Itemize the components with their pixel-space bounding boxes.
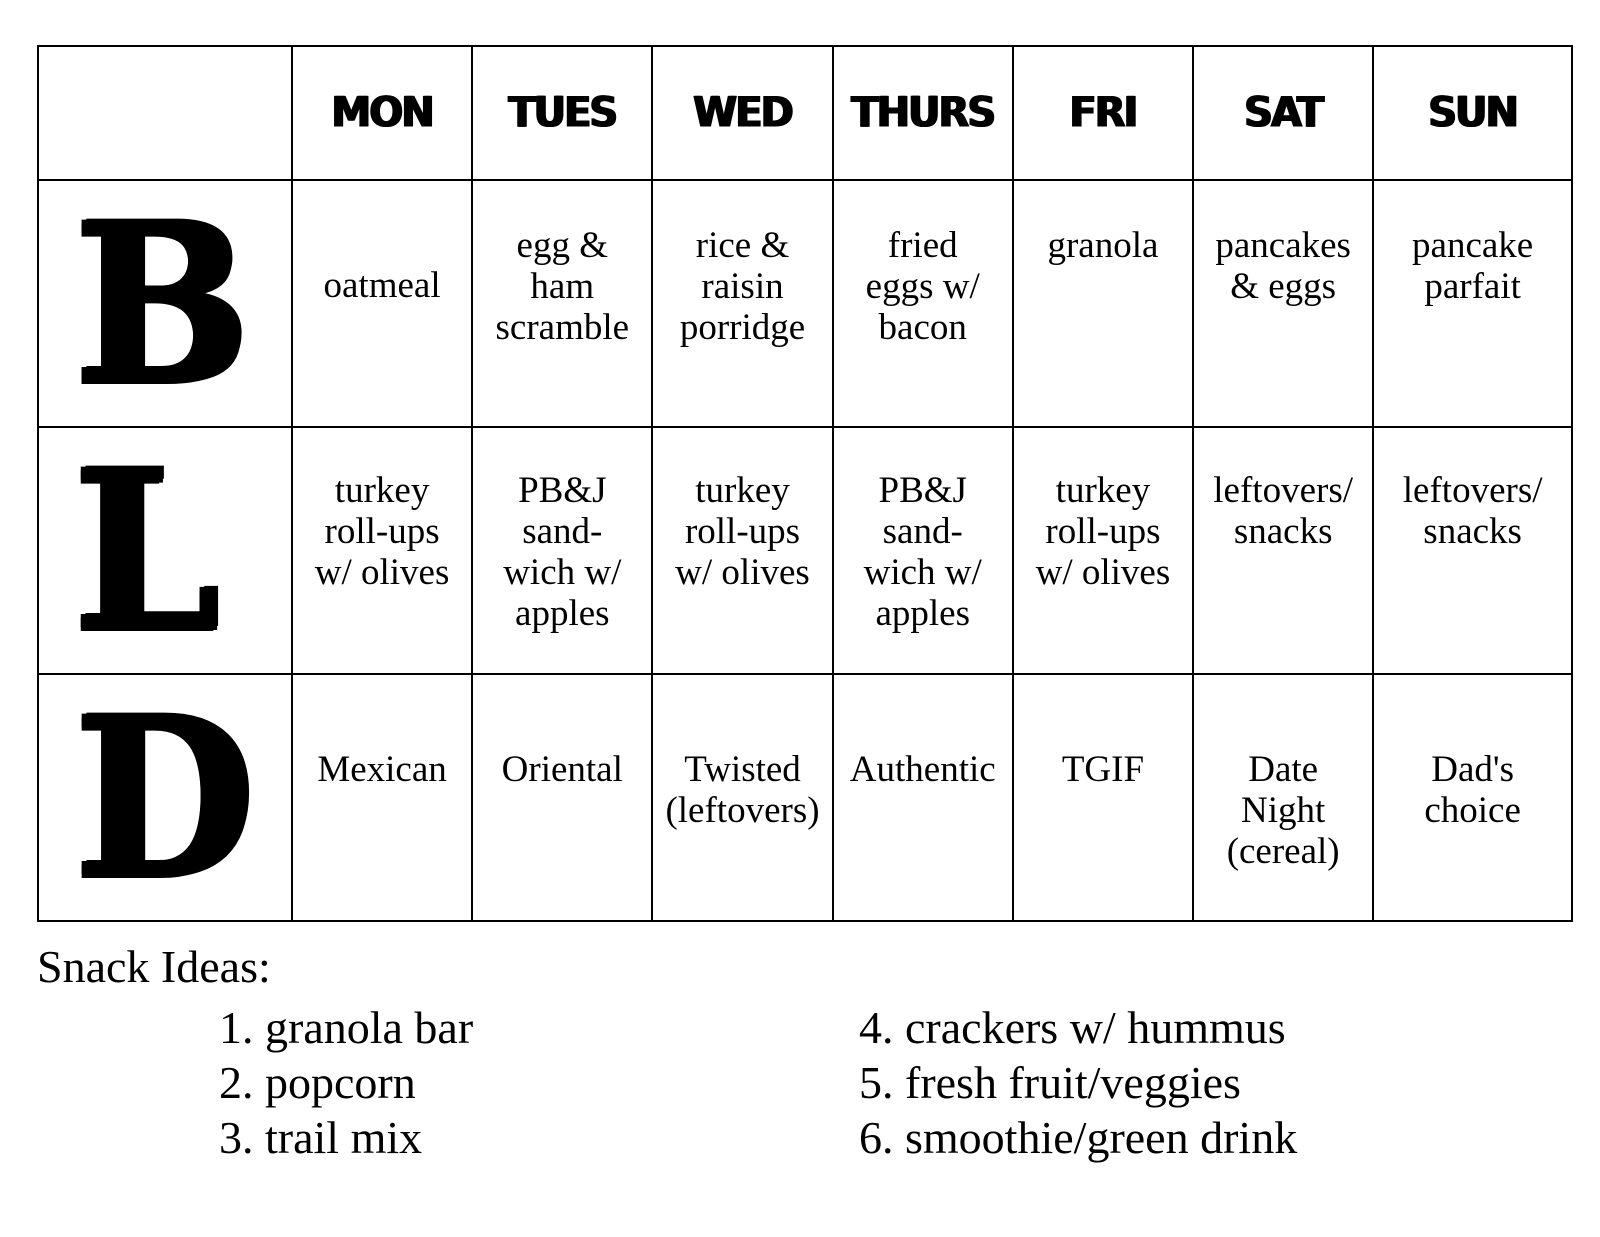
meal-cell: turkey roll-ups w/ olives	[1013, 427, 1193, 674]
day-header-row	[38, 46, 1572, 180]
meal-cell: leftovers/ snacks	[1193, 427, 1373, 674]
meal-letter-cell	[38, 667, 292, 927]
day-header: TUES	[472, 46, 652, 180]
day-header: FRI	[1013, 46, 1193, 180]
meal-cell: Twisted (leftovers)	[652, 674, 832, 921]
lunch-row	[38, 427, 1572, 674]
meal-cell: Mexican	[292, 674, 472, 921]
meal-cell: granola	[1013, 180, 1193, 427]
breakfast-row	[38, 180, 1572, 427]
dinner-letter: D	[73, 667, 256, 927]
meal-cell: egg & ham scramble	[472, 180, 652, 427]
snack-list-right	[859, 1000, 1297, 1165]
meal-cell: Authentic	[833, 674, 1013, 921]
meal-plan-table	[37, 45, 1573, 927]
meal-cell: oatmeal	[292, 180, 472, 427]
day-header: MON	[292, 46, 472, 180]
corner-cell	[38, 46, 292, 180]
meal-cell: Oriental	[472, 674, 652, 921]
day-header: SAT	[1193, 46, 1373, 180]
meal-cell: pancakes & eggs	[1193, 180, 1373, 427]
snack-ideas-title: Snack Ideas:	[37, 941, 271, 992]
day-header: THURS	[833, 46, 1013, 180]
snack-item: 1. granola bar	[219, 1002, 474, 1053]
meal-letter-cell	[38, 420, 292, 680]
day-header: SUN	[1373, 46, 1572, 180]
meal-cell: pancake parfait	[1373, 180, 1572, 427]
snack-item: 2. popcorn	[219, 1057, 416, 1108]
meal-cell: Dad's choice	[1373, 674, 1572, 921]
snack-item: 4. crackers w/ hummus	[859, 1002, 1286, 1053]
meal-cell: PB&J sand- wich w/ apples	[472, 427, 652, 674]
meal-cell: rice & raisin porridge	[652, 180, 832, 427]
snack-item: 3. trail mix	[219, 1112, 423, 1163]
day-header: WED	[652, 46, 832, 180]
meal-cell: Date Night (cereal)	[1193, 674, 1373, 921]
breakfast-letter: B	[73, 173, 251, 433]
snack-item: 6. smoothie/green drink	[859, 1112, 1298, 1163]
meal-cell: turkey roll-ups w/ olives	[652, 427, 832, 674]
meal-cell: TGIF	[1013, 674, 1193, 921]
meal-cell: PB&J sand- wich w/ apples	[833, 427, 1013, 674]
meal-cell: turkey roll-ups w/ olives	[292, 427, 472, 674]
snack-item: 5. fresh fruit/veggies	[859, 1057, 1241, 1108]
meal-cell: leftovers/ snacks	[1373, 427, 1572, 674]
dinner-row	[38, 674, 1572, 921]
lunch-letter: L	[72, 420, 220, 680]
snack-list-left	[219, 1000, 473, 1165]
meal-letter-cell	[38, 173, 292, 433]
meal-cell: fried eggs w/ bacon	[833, 180, 1013, 427]
